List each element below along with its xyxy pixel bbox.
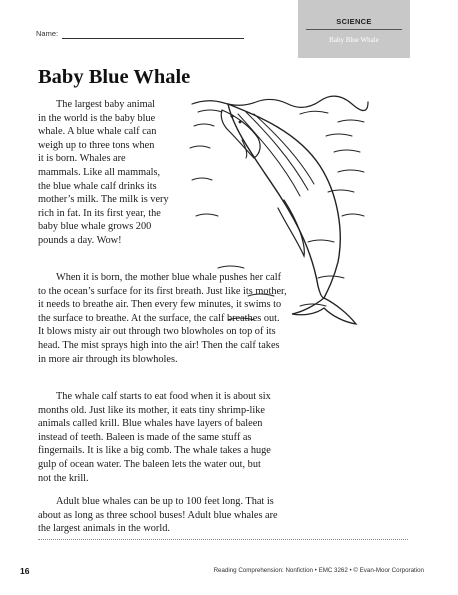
text-line: it is born. Whales are (38, 153, 126, 165)
text-line: It blows misty air out through two blowholes on top of its (38, 326, 276, 338)
text-line: mother’s milk. The milk is very (38, 194, 169, 206)
text-line: Adult blue whales can be up to 100 feet long. That is (56, 496, 274, 507)
text-line: baby blue whale grows 200 (38, 221, 152, 233)
paragraph-4 (38, 495, 408, 536)
text-line: about as long as three school buses! Adult blue whales are (38, 509, 278, 521)
article-title: Baby Blue Whale (38, 66, 191, 88)
text-line: gulp of ocean water. The baleen lets the water out, but (38, 458, 261, 470)
text-line: head. The mist sprays high into the air! Then the calf takes (38, 339, 280, 351)
text-line: weigh up to three tons when (38, 139, 155, 151)
text-line: animals called krill. Blue whales have layers of baleen (38, 418, 263, 430)
text-line: The largest baby animal (56, 99, 156, 110)
text-line: rich in fat. In its first year, the (38, 207, 161, 219)
text-line: months old. Just like its mother, it eats tiny shrimp-like (38, 404, 265, 416)
text-line: fingernails. It is like a big comb. The whale takes a huge (38, 445, 271, 457)
page-footer (20, 566, 438, 578)
text-line: not the krill. (38, 472, 89, 484)
text-line: in the world is the baby blue (38, 112, 156, 124)
paragraph-1 (38, 98, 198, 248)
page-number: 16 (20, 566, 30, 576)
text-line: the largest animals in the world. (38, 523, 170, 535)
paragraph-2 (38, 271, 408, 366)
text-line: The whale calf starts to eat food when it is about six (56, 391, 271, 402)
paragraph-3 (38, 390, 408, 485)
text-line: mammals. Like all mammals, (38, 166, 161, 178)
subject-topic: Baby Blue Whale (329, 36, 379, 44)
name-field-row (36, 27, 246, 41)
text-line: instead of teeth. Baleen is made of the same stuff as (38, 431, 252, 443)
footer-credit: Reading Comprehension: Nonfiction • EMC 3262 • © Evan-Moor Corporation (213, 567, 424, 574)
text-line: in more air through its blowholes. (38, 353, 178, 365)
text-line: the blue whale calf drinks its (38, 180, 157, 192)
name-label: Name: (36, 29, 59, 38)
text-line: pounds a day. Wow! (38, 234, 122, 246)
subject-label: SCIENCE (336, 17, 372, 26)
subject-divider (306, 29, 402, 30)
text-line: whale. A blue whale calf can (38, 126, 157, 138)
dotted-divider (38, 539, 408, 540)
text-line: it needs to breathe air. Then every few minutes, it swims to (38, 299, 282, 311)
text-line: When it is born, the mother blue whale pushes her calf (56, 272, 282, 283)
subject-tab (298, 0, 410, 58)
text-line: to the ocean’s surface for its first breath. Just like its mother, (38, 285, 287, 297)
text-line: the surface to breathe. At the surface, the calf breathes out. (38, 312, 280, 324)
name-write-line (62, 38, 244, 39)
